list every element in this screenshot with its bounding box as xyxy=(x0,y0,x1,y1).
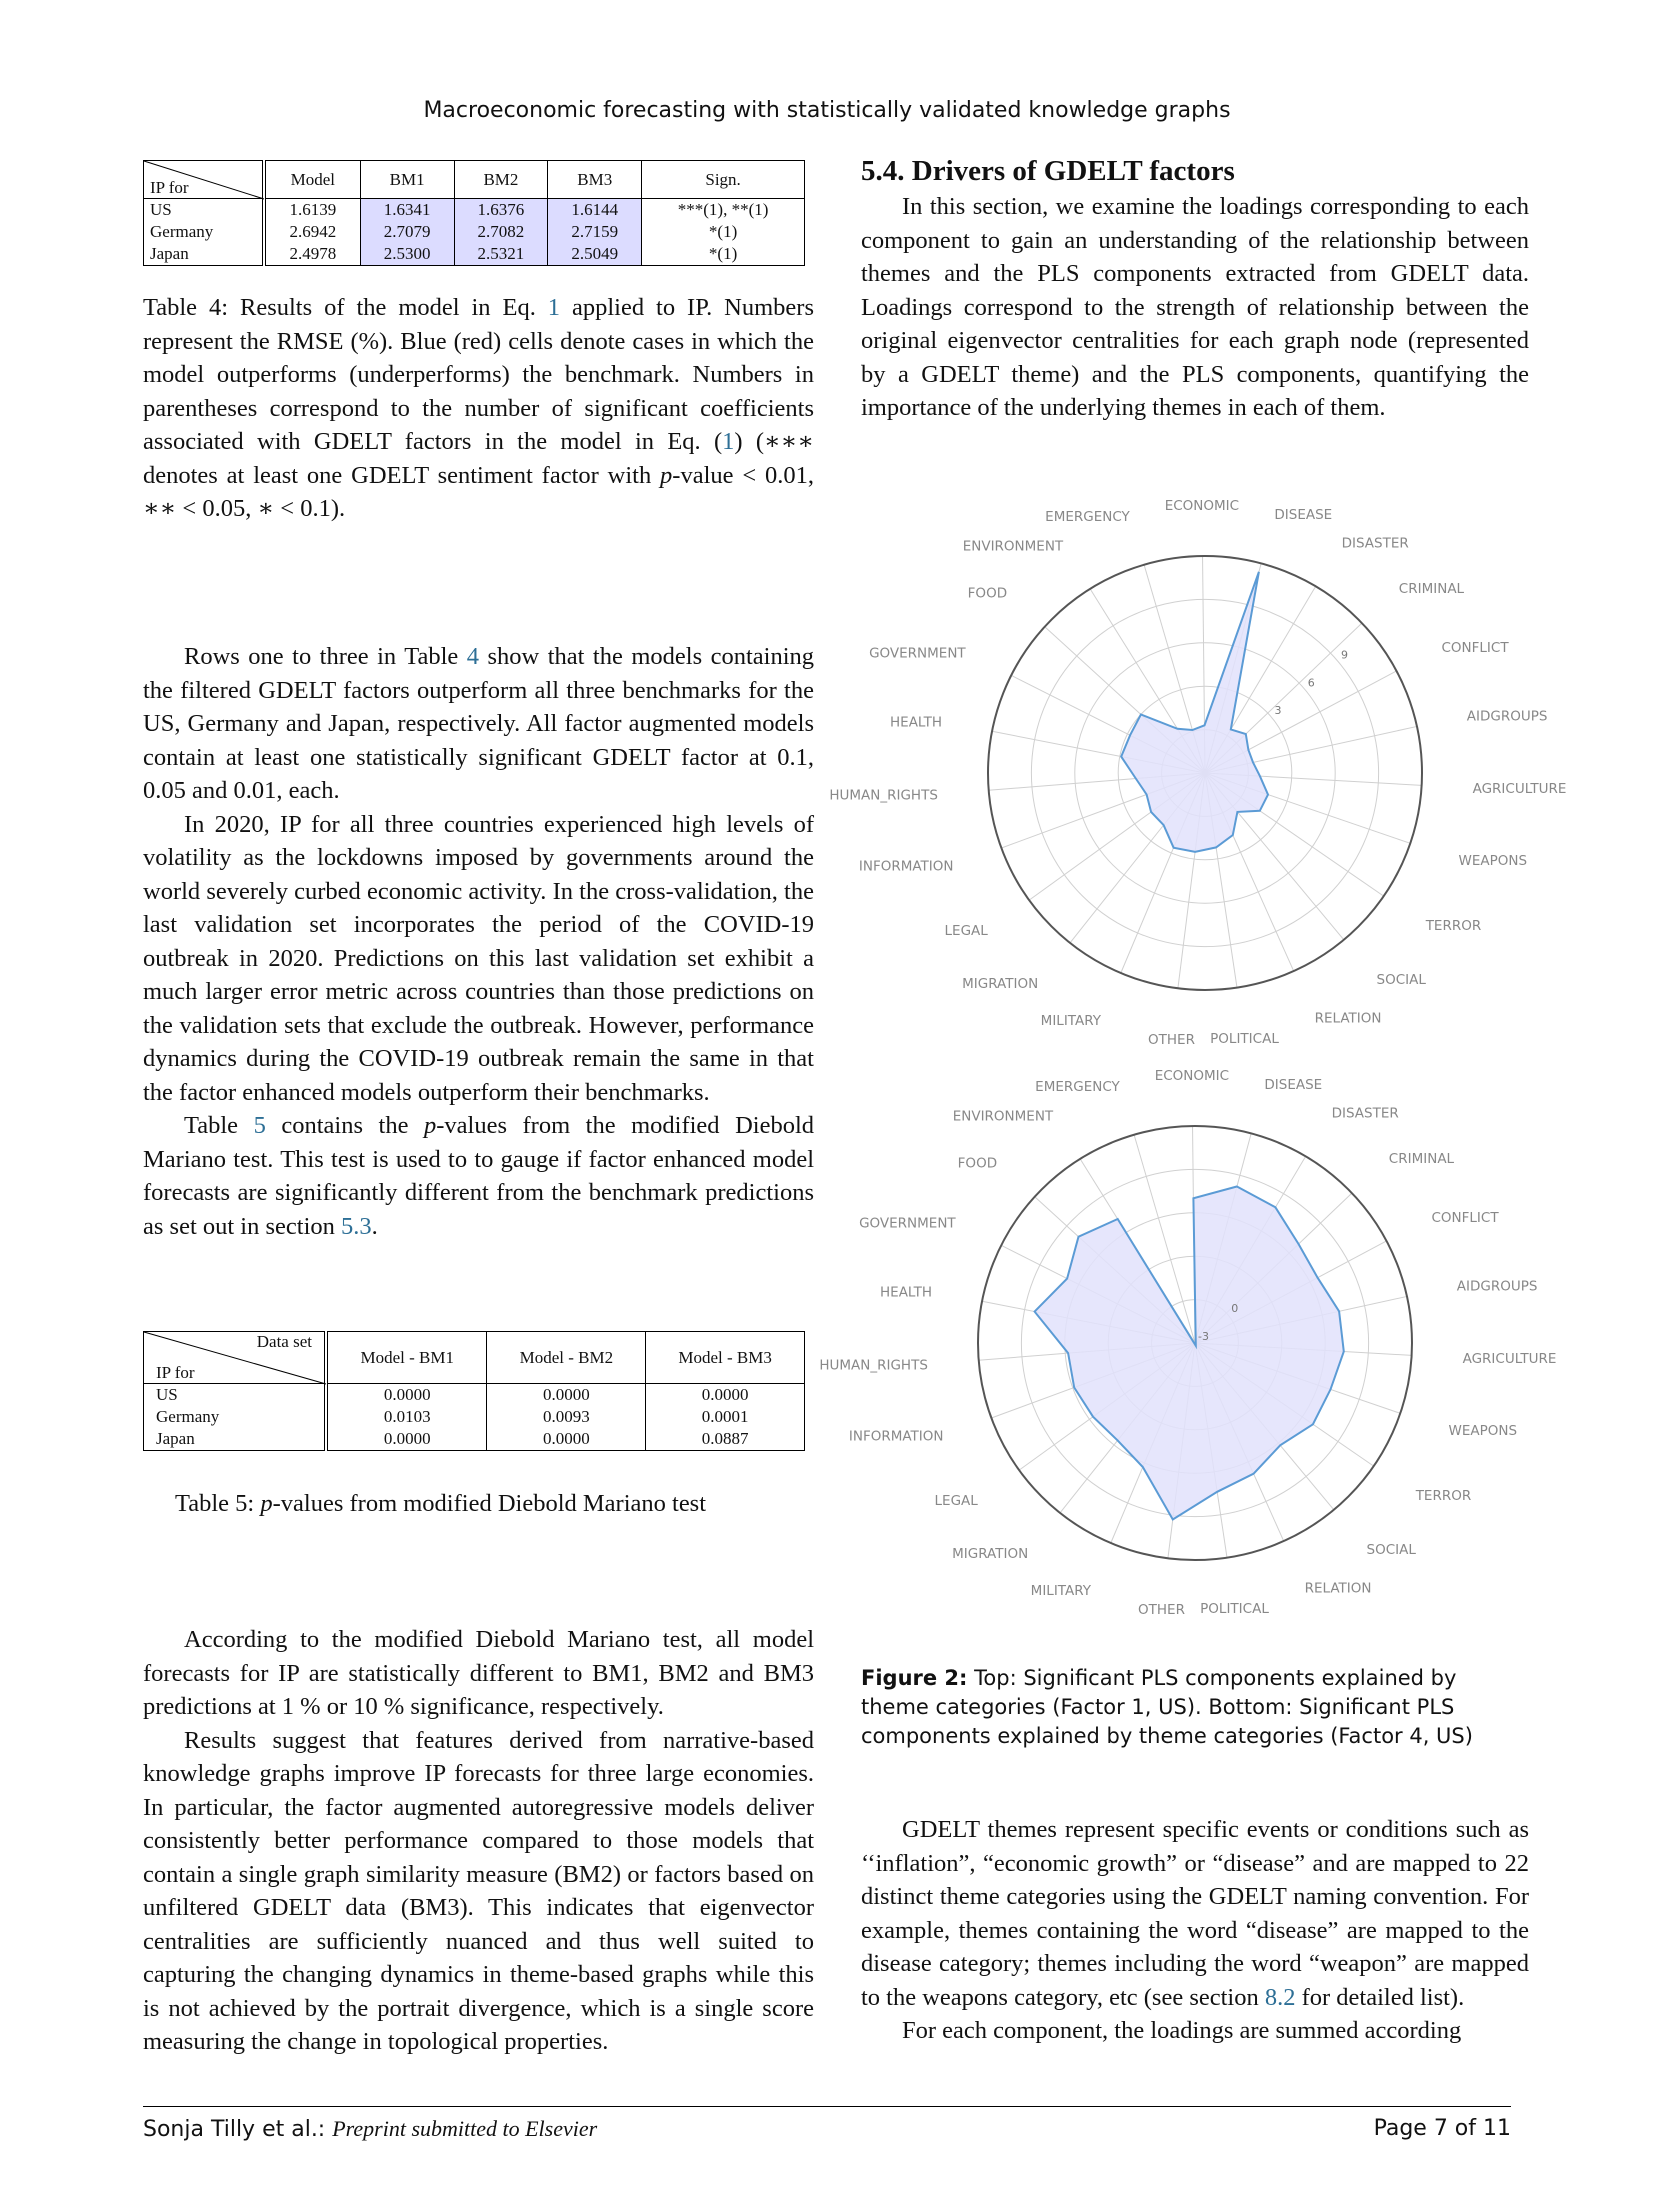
category-label: MIGRATION xyxy=(962,975,1039,992)
category-label: MILITARY xyxy=(1040,1013,1101,1029)
category-label: INFORMATION xyxy=(848,1428,944,1445)
category-label: GOVERNMENT xyxy=(869,645,966,662)
table-4 xyxy=(143,160,805,266)
paragraph: In 2020, IP for all three countries experienced high levels of volatility as the lockdowns imposed by governments around the world severely curbed economic activity. In the cross-validation, the last validation set incorporates the period of the COVID-19 outbreak in 2020. Predictions on this last validation set exhibit a much larger error metric across countries than those predictions on the validation sets that exclude the outbreak. However, performance dynamics during the COVID-19 outbreak remain the same in that the factor enhanced models outperform their benchmarks. xyxy=(143,810,814,1106)
table-cell: 2.7082 xyxy=(454,221,548,243)
text: Rows one to three in Table xyxy=(184,643,467,670)
running-header: Macroeconomic forecasting with statistically validated knowledge graphs xyxy=(423,98,1231,123)
caption-text: ) (∗∗∗ denotes at least one GDELT sentiment factor with xyxy=(143,428,814,489)
table-4-corner xyxy=(144,161,265,199)
row-label: Japan xyxy=(144,1428,327,1451)
category-label: AGRICULTURE xyxy=(1472,781,1567,798)
table-4-caption xyxy=(143,291,814,526)
table-link[interactable]: 4 xyxy=(466,643,480,670)
equation-link[interactable]: 1 xyxy=(547,294,561,321)
table-cell: 1.6341 xyxy=(360,199,454,222)
category-label: DISASTER xyxy=(1331,1105,1399,1122)
table-cell: 2.5049 xyxy=(548,243,642,266)
paragraph xyxy=(143,1109,814,1243)
text: . xyxy=(371,1212,378,1240)
row-label: Germany xyxy=(144,1406,327,1428)
radar-chart-top xyxy=(829,498,1566,1048)
row-label: Germany xyxy=(144,221,265,243)
table-cell: 2.4978 xyxy=(264,243,360,266)
category-label: DISEASE xyxy=(1264,1077,1323,1094)
category-label: HUMAN_RIGHTS xyxy=(819,1357,928,1374)
table-5-corner xyxy=(144,1332,327,1384)
table-row xyxy=(144,199,805,222)
row-label: US xyxy=(144,1384,327,1407)
table-cell: 2.6942 xyxy=(264,221,360,243)
category-label: LEGAL xyxy=(934,1493,978,1509)
table-4-col-header: BM1 xyxy=(360,161,454,199)
category-label: FOOD xyxy=(967,585,1008,602)
row-label: US xyxy=(144,199,265,222)
equation-link[interactable]: 1 xyxy=(722,428,735,455)
series-polygon xyxy=(1035,1187,1344,1520)
text: GDELT themes represent specific events or conditions such as ‘‘inflation”, “economic growth” or “disease” and are mapped to 22 distinct theme categories using the GDELT naming convention. For example, themes containing the word “disease” are mapped to the disease category; themes including the word “weapon” are mapped to the weapons category, etc (see section xyxy=(861,1816,1529,2011)
section-link[interactable]: 8.2 xyxy=(1264,1983,1296,2011)
text: show that the models containing the filtered GDELT factors outperform all three benchmarks for the US, Germany and Japan, respectively. All factor augmented models contain at least one statistically significant GDELT factor at 0.1, 0.05 and 0.01, each. xyxy=(143,643,814,804)
caption-text: applied to IP. Numbers represent the RMSE (%). Blue (red) cells denote cases in which the model outperforms (underperforms) the benchmark. Numbers in parentheses correspond to the number of significant coefficients associated with GDELT factors in the model in Eq. ( xyxy=(143,294,814,455)
table-row xyxy=(144,1406,805,1428)
row-label: Japan xyxy=(144,243,265,266)
right-bottom-text xyxy=(861,1813,1529,2048)
table-cell: 0.0000 xyxy=(487,1428,646,1451)
category-label: ECONOMIC xyxy=(1154,1068,1230,1084)
paragraph xyxy=(143,640,814,808)
table-cell: 1.6139 xyxy=(264,199,360,222)
paragraph: Results suggest that features derived from narrative-based knowledge graphs improve IP forecasts for three large economies. In particular, the factor augmented autoregressive models deliver consistently better performance compared to those models that contain a single graph similarity measure (BM2) or factors based on unfiltered GDELT data (BM3). This indicates that eigenvector centralities are sufficiently nuanced and thus well suited to capturing the changing dynamics in theme-based graphs while this is not achieved by the portrait divergence, which is a single score measuring the change in topological properties. xyxy=(143,1726,814,2055)
caption-text: p xyxy=(660,461,673,489)
category-label: GOVERNMENT xyxy=(859,1215,956,1232)
caption-text: Table 5: xyxy=(175,1490,261,1517)
category-label: EMERGENCY xyxy=(1035,1078,1120,1095)
table-row xyxy=(144,221,805,243)
category-label: AIDGROUPS xyxy=(1466,708,1548,725)
table-row xyxy=(144,243,805,266)
footer-authors: Sonja Tilly et al.: xyxy=(143,2117,333,2142)
left-body-text xyxy=(143,640,814,1243)
radial-tick-label: 6 xyxy=(1307,676,1315,690)
table-5-caption xyxy=(175,1490,706,1518)
table-5 xyxy=(143,1331,805,1451)
caption-text: Table 4: Results of the model in Eq. xyxy=(143,294,548,321)
table-5-col-header: Model - BM2 xyxy=(487,1332,646,1384)
section-body xyxy=(861,190,1529,425)
table-cell: 0.0093 xyxy=(487,1406,646,1428)
category-label: POLITICAL xyxy=(1200,1601,1269,1618)
category-label: CRIMINAL xyxy=(1398,580,1465,597)
caption-text: -value < 0.01, ∗∗ < 0.05, ∗ < 0.1). xyxy=(143,461,815,522)
text: for detailed list). xyxy=(1295,1983,1465,2011)
category-label: EMERGENCY xyxy=(1045,508,1130,525)
category-label: OTHER xyxy=(1138,1601,1185,1618)
caption-text: p xyxy=(260,1490,273,1517)
paragraph: In this section, we examine the loadings corresponding to each component to gain an understanding of the relationship between themes and the PLS components extracted from GDELT data. Loadings correspond to the strength of relationship between the original eigenvector centralities for each graph node (represented by a GDELT theme) and the PLS components, quantifying the importance of the underlying themes in each of them. xyxy=(861,193,1529,421)
table-4-col-header: BM3 xyxy=(548,161,642,199)
caption-text: -values from modified Diebold Mariano test xyxy=(272,1490,707,1517)
table-5-corner-bottom: IP for xyxy=(156,1363,195,1382)
category-label: HEALTH xyxy=(890,714,942,731)
category-label: RELATION xyxy=(1304,1580,1372,1597)
table-4-col-header: Model xyxy=(264,161,360,199)
table-cell: *(1) xyxy=(642,221,805,243)
category-label: WEAPONS xyxy=(1448,1422,1518,1439)
table-cell: 1.6376 xyxy=(454,199,548,222)
category-label: CRIMINAL xyxy=(1388,1150,1455,1167)
category-label: MIGRATION xyxy=(952,1545,1029,1562)
footer-journal: Preprint submitted to Elsevier xyxy=(332,2116,598,2141)
table-cell: 0.0000 xyxy=(646,1384,805,1407)
paragraph: For each component, the loadings are summed according xyxy=(902,2017,1462,2044)
category-label: AIDGROUPS xyxy=(1456,1278,1538,1295)
table-cell: 0.0887 xyxy=(646,1428,805,1451)
category-label: ENVIRONMENT xyxy=(952,1108,1054,1125)
category-label: CONFLICT xyxy=(1431,1210,1499,1226)
text: p xyxy=(423,1112,437,1139)
table-cell: 0.0000 xyxy=(326,1384,487,1407)
table-4-col-header: BM2 xyxy=(454,161,548,199)
table-5-col-header: Model - BM3 xyxy=(646,1332,805,1384)
section-link[interactable]: 5.3 xyxy=(341,1212,372,1240)
table-cell: 2.5321 xyxy=(454,243,548,266)
figure-caption-text: Top: Significant PLS components explained by theme categories (Factor 1, US). Bottom: Significant PLS components explained by theme categories (Factor 4, US) xyxy=(861,1666,1473,1748)
category-label: AGRICULTURE xyxy=(1462,1351,1557,1368)
category-label: FOOD xyxy=(957,1155,998,1172)
radial-tick-label: 3 xyxy=(1274,704,1282,718)
category-label: CONFLICT xyxy=(1441,640,1509,656)
left-bottom-text xyxy=(143,1623,814,2059)
category-label: TERROR xyxy=(1415,1488,1472,1504)
category-label: MILITARY xyxy=(1030,1583,1091,1599)
category-label: SOCIAL xyxy=(1376,972,1426,988)
category-label: ECONOMIC xyxy=(1164,498,1240,514)
table-cell: *(1) xyxy=(642,243,805,266)
category-label: OTHER xyxy=(1148,1031,1195,1048)
radial-tick-label: -3 xyxy=(1198,1330,1209,1343)
category-label: DISASTER xyxy=(1341,535,1409,552)
text: contains the xyxy=(265,1112,424,1139)
radial-tick-label: 0 xyxy=(1231,1302,1239,1316)
table-cell: ***(1), **(1) xyxy=(642,199,805,222)
paragraph: According to the modified Diebold Mariano test, all model forecasts for IP are statistically different to BM1, BM2 and BM3 predictions at 1 % or 10 % significance, respectively. xyxy=(143,1626,814,1720)
category-label: HUMAN_RIGHTS xyxy=(829,787,938,804)
table-cell: 0.0001 xyxy=(646,1406,805,1428)
table-link[interactable]: 5 xyxy=(253,1112,266,1139)
category-label: RELATION xyxy=(1314,1010,1382,1027)
footer-rule xyxy=(143,2106,1511,2107)
table-row xyxy=(144,1384,805,1407)
table-cell: 0.0000 xyxy=(487,1384,646,1407)
text: Table xyxy=(184,1112,254,1139)
category-label: LEGAL xyxy=(944,923,988,939)
table-4-corner-label: IP for xyxy=(150,178,189,197)
table-4-col-header: Sign. xyxy=(642,161,805,199)
table-cell: 2.5300 xyxy=(360,243,454,266)
radar-chart-bottom xyxy=(819,1068,1556,1618)
figure-2-radar-charts xyxy=(819,480,1567,1620)
table-row xyxy=(144,1428,805,1451)
category-label: POLITICAL xyxy=(1210,1031,1279,1048)
table-5-corner-top: Data set xyxy=(256,1332,312,1351)
table-cell: 0.0103 xyxy=(326,1406,487,1428)
table-cell: 0.0000 xyxy=(326,1428,487,1451)
radial-tick-label: 9 xyxy=(1340,648,1348,662)
table-5-col-header: Model - BM1 xyxy=(326,1332,487,1384)
category-label: HEALTH xyxy=(880,1284,932,1301)
category-label: WEAPONS xyxy=(1458,852,1528,869)
category-label: DISEASE xyxy=(1274,507,1333,524)
table-cell: 1.6144 xyxy=(548,199,642,222)
category-label: ENVIRONMENT xyxy=(962,538,1064,555)
table-cell: 2.7079 xyxy=(360,221,454,243)
figure-label: Figure 2: xyxy=(861,1666,968,1690)
category-label: SOCIAL xyxy=(1366,1542,1416,1558)
category-label: INFORMATION xyxy=(858,858,954,875)
footer-page-number: Page 7 of 11 xyxy=(1373,2116,1511,2141)
section-heading: 5.4. Drivers of GDELT factors xyxy=(861,155,1235,187)
table-cell: 2.7159 xyxy=(548,221,642,243)
category-label: TERROR xyxy=(1425,918,1482,934)
text: -values from the modified Diebold Mariano test. This test is used to to gauge if factor enhanced model forecasts are significantly different from the benchmark predictions as set out in section xyxy=(143,1112,815,1240)
paragraph xyxy=(861,1813,1529,2014)
footer-left xyxy=(143,2116,597,2142)
figure-2-caption xyxy=(861,1664,1526,1751)
